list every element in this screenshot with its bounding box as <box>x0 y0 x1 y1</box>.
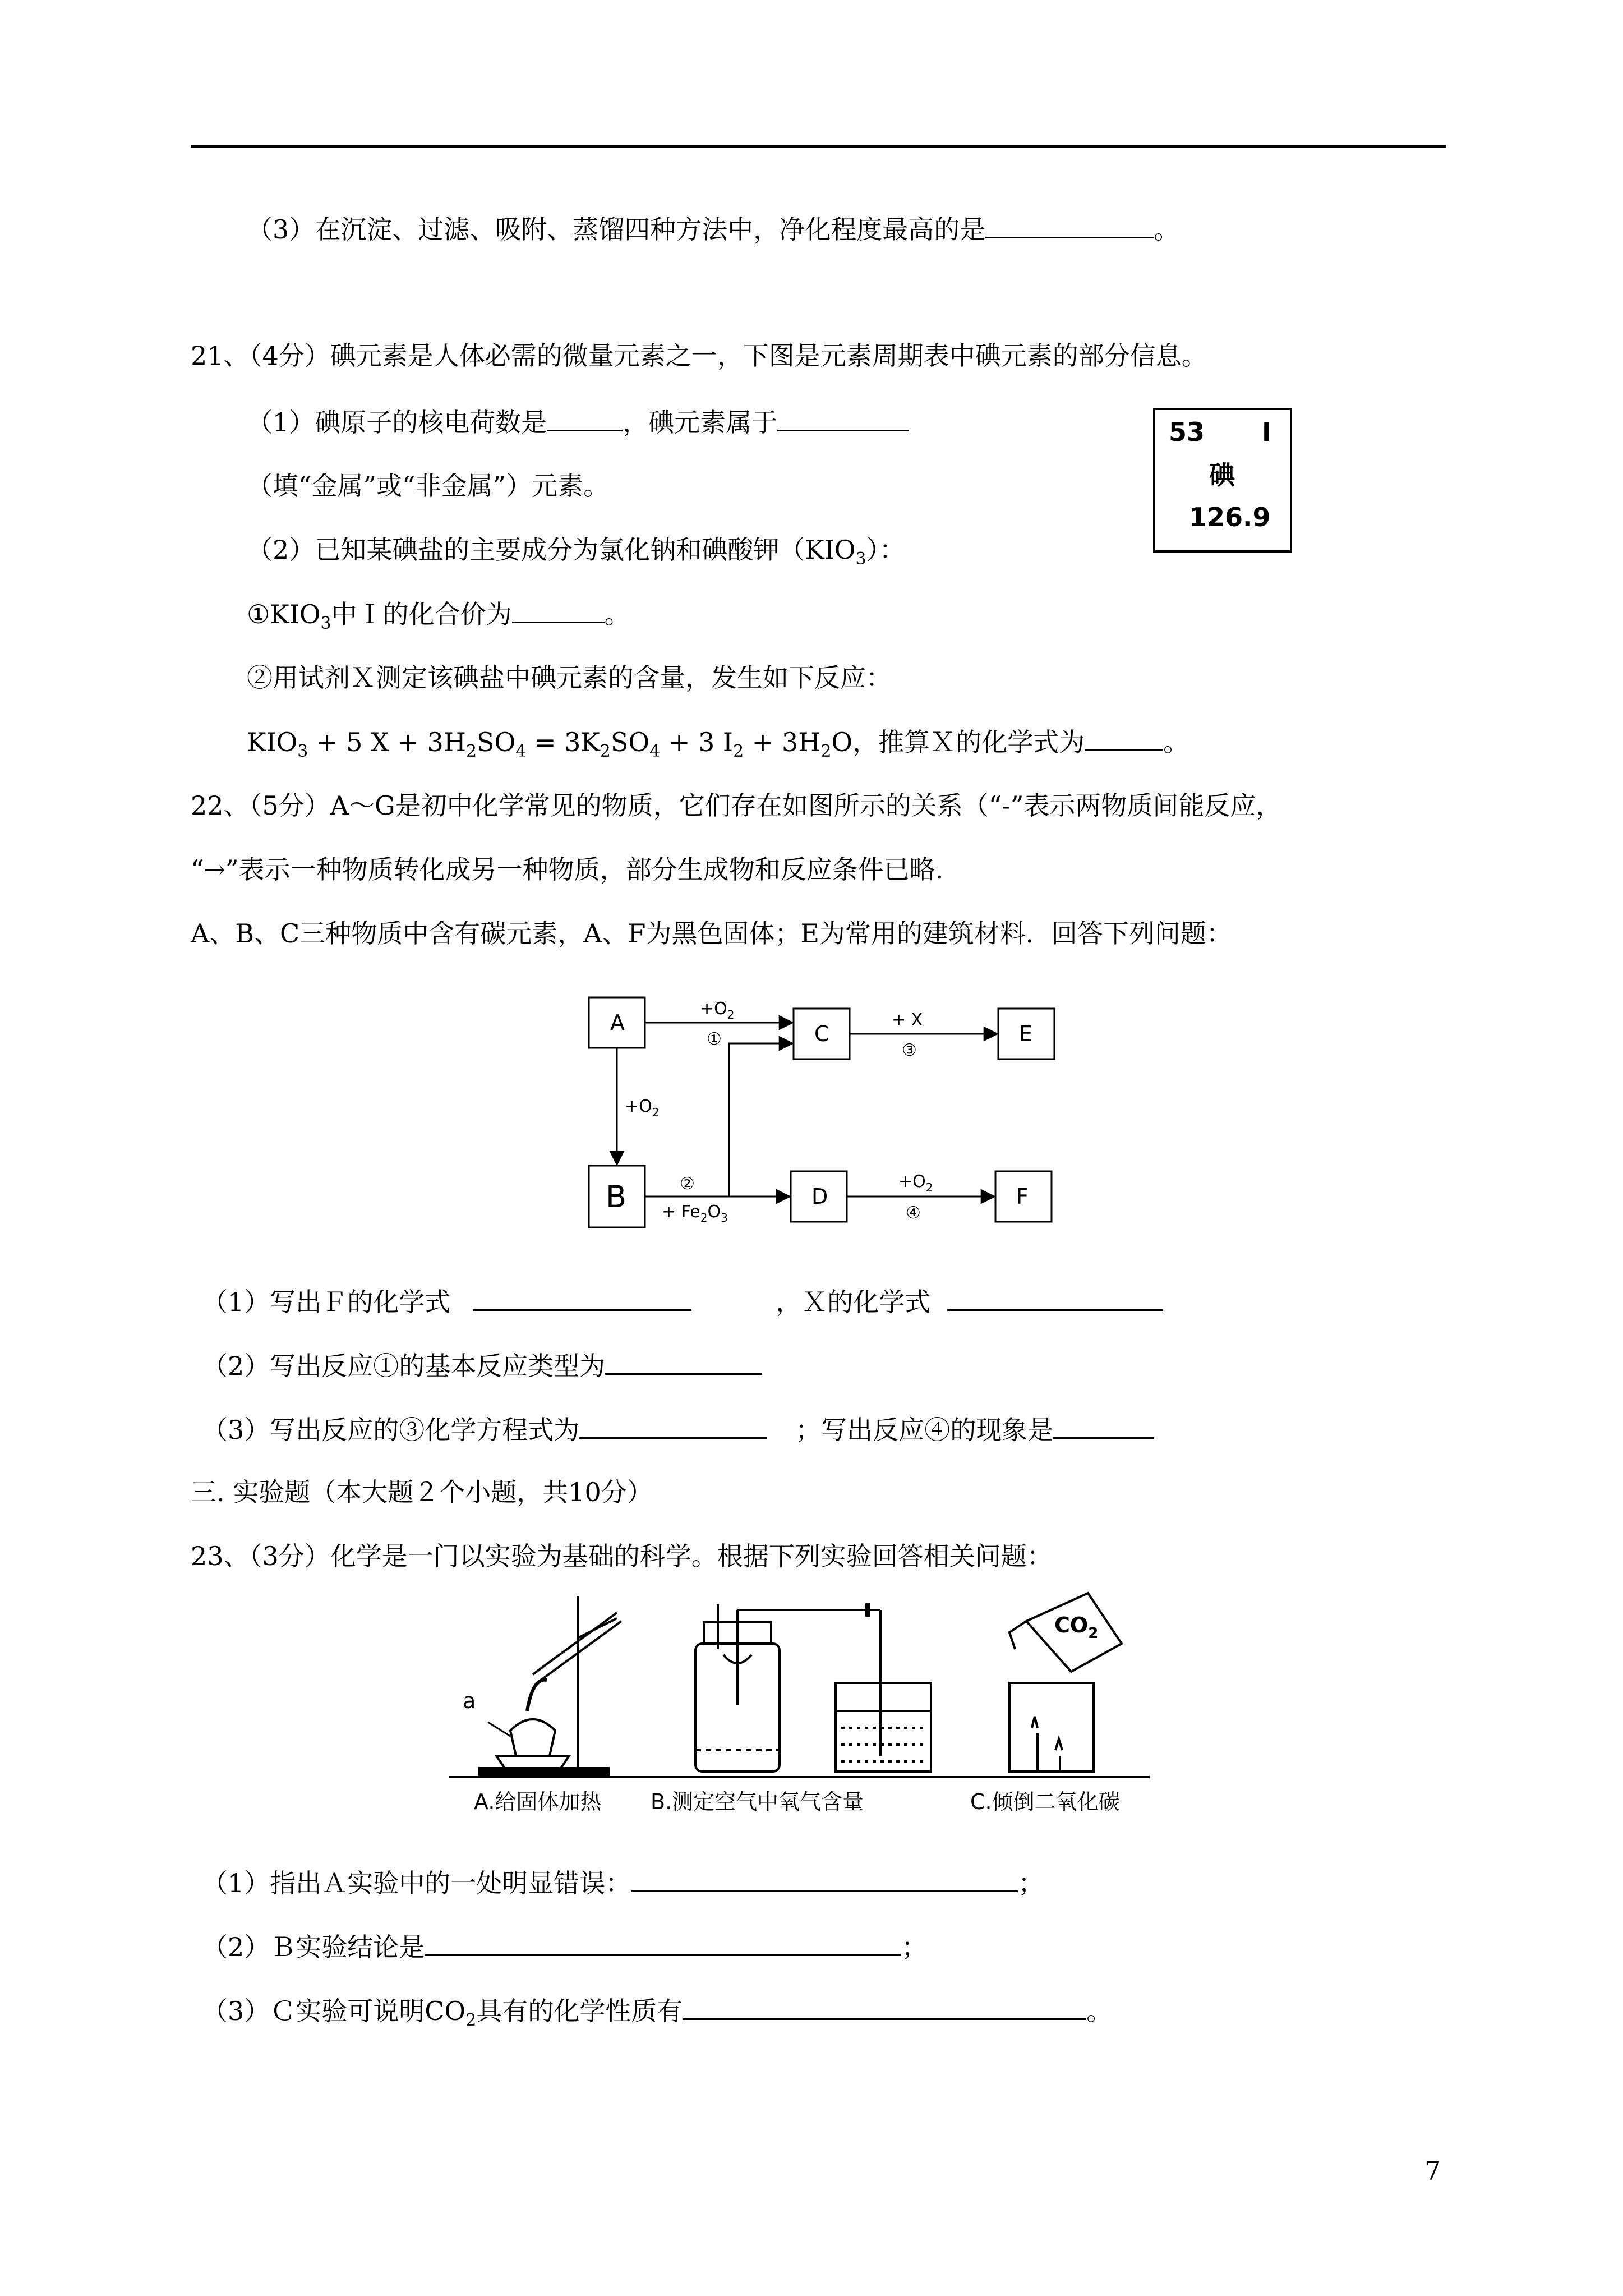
page-number: 7 <box>1424 2156 1441 2186</box>
label-step3: ③ <box>902 1041 917 1060</box>
label-co2-bottle: $CO_2$ <box>1054 1613 1099 1642</box>
q22-part1: （1）写出Ｆ的化学式 ，Ｘ的化学式 <box>202 1285 1163 1319</box>
label-x: + X <box>892 1010 923 1030</box>
answer-blank[interactable] <box>777 405 909 431</box>
iodine-element-card <box>1153 408 1292 553</box>
caption-c: C.倾倒二氧化碳 <box>970 1789 1120 1814</box>
q21-part2-2: ②用试剂Ｘ测定该碘盐中碘元素的含量，发生如下反应： <box>247 662 892 693</box>
label-a: A <box>610 1010 625 1035</box>
label-o2-ac: $+O_2$ <box>700 999 735 1022</box>
answer-blank[interactable] <box>1053 1412 1154 1439</box>
label-b: B <box>606 1179 627 1214</box>
label-o2-ab: $+O_2$ <box>625 1097 660 1119</box>
label-step1: ① <box>707 1029 722 1049</box>
header-rule <box>191 145 1446 148</box>
answer-blank[interactable] <box>683 1994 1086 2020</box>
q22-stem-2: “→”表示一种物质转化成另一种物质，部分生成物和反应条件已略. <box>191 854 944 885</box>
atomic-number: 53 <box>1169 417 1205 447</box>
q22-part2: （2）写出反应①的基本反应类型为 <box>202 1349 762 1383</box>
q21-stem: 21、（4分）碘元素是人体必需的微量元素之一，下图是元素周期表中碘元素的部分信息。 <box>191 341 1207 371</box>
label-fe2o3: + $Fe_2O_3$ <box>662 1202 728 1225</box>
label-f: F <box>1016 1184 1029 1209</box>
experiment-figures <box>449 1588 1155 1823</box>
q23-part1: （1）指出Ａ实验中的一处明显错误： ； <box>202 1866 1044 1900</box>
q23-stem: 23、（3分）化学是一门以实验为基础的科学。根据下列实验回答相关问题： <box>191 1541 1053 1571</box>
oxygen-measurement-illustration <box>695 1603 931 1772</box>
q22-stem-3: A、B、C三种物质中含有碳元素，A、F为黑色固体；E为常用的建筑材料．回答下列问题： <box>191 918 1232 949</box>
answer-blank[interactable] <box>605 1349 762 1375</box>
q23-part2: （2）Ｂ实验结论是 ； <box>202 1930 927 1964</box>
reaction-flow-diagram <box>578 993 1082 1240</box>
label-c: C <box>814 1022 829 1046</box>
atomic-mass: 126.9 <box>1189 502 1271 532</box>
element-name: 碘 <box>1209 460 1235 490</box>
label-step2: ② <box>680 1174 695 1194</box>
answer-blank[interactable] <box>631 1866 1018 1892</box>
answer-blank[interactable] <box>425 1930 901 1956</box>
label-a-lowercase: a <box>463 1688 476 1713</box>
answer-blank[interactable] <box>547 405 623 431</box>
q21-equation: $KIO_3 + 5$ $X + 3H_2SO_4 = 3K_2SO_4 + 3$ $I_2 + 3H_2O$，推算Ｘ的化学式为 。 <box>247 725 1189 759</box>
q20-part3: （3）在沉淀、过滤、吸附、蒸馏四种方法中，净化程度最高的是 。 <box>247 212 1179 246</box>
caption-b: B.测定空气中氧气含量 <box>651 1789 864 1814</box>
label-e: E <box>1019 1022 1033 1046</box>
q21-part1-hint: （填“金属”或“非金属”）元素。 <box>247 471 610 501</box>
q21-part2-1: $①KIO_3$中Ｉ的化合价为 。 <box>247 597 630 631</box>
answer-blank[interactable] <box>579 1412 767 1439</box>
answer-blank[interactable] <box>473 1285 691 1311</box>
q21-part2: （2）已知某碘盐的主要成分为氯化钠和碘酸钾$(KIO_3)$： <box>247 535 905 569</box>
label-o2-df: $+O_2$ <box>898 1172 933 1194</box>
caption-a: A.给固体加热 <box>474 1789 602 1814</box>
q23-part3: （3）Ｃ实验可说明$CO_2$具有的化学性质有 。 <box>202 1994 1112 2028</box>
answer-blank[interactable] <box>985 212 1154 238</box>
heating-setup-illustration <box>479 1596 621 1777</box>
label-step4: ④ <box>906 1203 921 1223</box>
q21-part1: （1）碘原子的核电荷数是 ，碘元素属于 <box>247 405 909 439</box>
answer-blank[interactable] <box>1085 725 1163 751</box>
q22-part3: （3）写出反应的③化学方程式为 ；写出反应④的现象是 <box>202 1412 1154 1447</box>
answer-blank[interactable] <box>512 597 605 623</box>
element-symbol: I <box>1262 417 1272 447</box>
q22-stem-1: 22、（5分）A～G是初中化学常见的物质，它们存在如图所示的关系（“-”表示两物质间能反应， <box>191 790 1282 821</box>
section-3-heading: 三. 实验题（本大题２个小题，共10分） <box>191 1477 653 1507</box>
label-d: D <box>811 1184 828 1209</box>
answer-blank[interactable] <box>947 1285 1163 1311</box>
